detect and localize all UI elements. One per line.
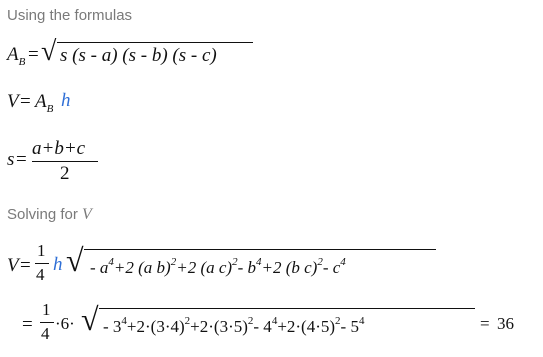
eq3-numerator: a+b+c [32,138,86,159]
eq3-equals: = [16,149,27,170]
eq4-power-1: 4 [108,256,114,268]
eq4-term-3: +2 (a c) [176,258,233,277]
eq4-term-2: +2 (a b) [113,258,171,277]
eq1-equals: = [28,44,39,65]
eq5-power-4: 4 [271,315,278,327]
eq4-height: h [53,254,63,275]
eq4-power-2: 2 [170,256,177,268]
eq4-power-4: 4 [255,256,262,268]
eq4-term-6: - c [322,258,341,277]
eq1-radicand: s (s - a) (s - b) (s - c) [60,45,217,66]
eq5-radical-bar [99,308,475,309]
eq5-fraction-bar [40,322,54,323]
eq5-equals: = [22,314,33,335]
eq4-power-5: 2 [317,256,323,268]
eq4-term-4: - b [237,258,256,277]
eq2-area [35,91,53,115]
eq1-radical-bar [57,42,253,43]
eq5-power-1: 4 [121,315,127,327]
eq5-frac-num: 1 [42,300,51,319]
eq5-term-4: - 4 [253,317,272,336]
eq4-equals: = [20,255,31,276]
eq4-term-1: - a [90,258,109,277]
heading-solving-variable: V [82,206,92,223]
heading-formulas: Using the formulas [7,7,133,24]
eq2-lhs: V [7,91,19,112]
eq5-result-equals: = [480,314,490,333]
eq1-radical-sign: √ [41,36,57,67]
eq5-term-3: +2·(3·5) [190,317,248,336]
eq5-term-1: - 3 [103,317,122,336]
eq5-radicand [103,315,364,337]
eq1-lhs-symbol: A [7,44,19,65]
eq5-multiplier: ·6· [55,314,75,333]
eq2-height: h [61,90,71,111]
eq5-power-3: 2 [247,315,254,327]
eq4-term-5: +2 (b c) [261,258,318,277]
eq4-frac-num: 1 [37,241,46,260]
eq3-denominator: 2 [60,163,70,184]
eq2-area-subscript: B [46,103,54,115]
eq5-term-5: +2·(4·5) [277,317,336,336]
eq5-result: 36 [497,314,514,333]
eq4-frac-den: 4 [36,265,45,284]
eq4-radicand [90,256,346,278]
heading-solving-text: Solving for [7,206,78,223]
eq5-power-6: 4 [358,315,365,327]
eq4-lhs: V [7,255,19,276]
heading-solving [7,206,92,224]
eq5-power-2: 2 [184,315,191,327]
eq4-fraction-bar [35,263,49,264]
eq3-fraction-bar [32,161,98,162]
eq4-radical-bar [84,249,436,250]
eq4-power-3: 2 [232,256,238,268]
eq4-power-6: 4 [340,256,346,268]
eq5-term-2: +2·(3·4) [126,317,185,336]
eq1-lhs [7,44,25,68]
eq2-area-symbol: A [35,91,47,112]
eq5-term-6: - 5 [340,317,359,336]
eq5-power-5: 2 [335,315,341,327]
eq3-lhs: s [7,149,15,170]
eq5-radical-sign: √ [81,301,99,337]
eq4-radical-sign: √ [66,242,84,278]
eq5-frac-den: 4 [41,324,50,343]
eq2-equals: = [20,91,31,112]
eq1-lhs-subscript: B [18,56,26,68]
